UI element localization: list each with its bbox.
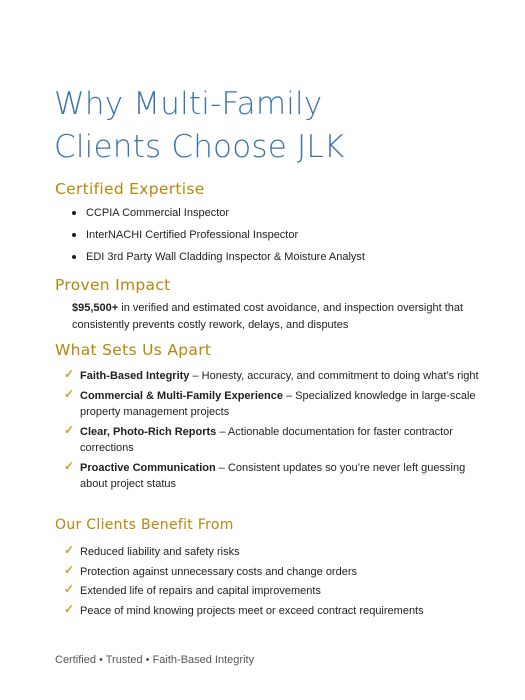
clients-benefit-list: [64, 544, 479, 622]
checkmark-icon: ✓: [64, 562, 75, 577]
list-item: [64, 368, 479, 384]
list-item: [64, 583, 479, 603]
checkmark-icon: ✓: [64, 543, 75, 557]
page-title: [54, 83, 344, 169]
page-title-line-2: Clients Choose JLK: [54, 129, 345, 165]
list-item: [72, 250, 365, 272]
list-item-text: – Honesty, accuracy, and commitment to doing what’s right: [189, 370, 479, 382]
checkmark-icon: ✓: [64, 459, 75, 473]
page-title-line-1: Why Multi-Family: [54, 86, 323, 122]
what-sets-us-apart-heading: What Sets Us Apart: [55, 341, 212, 359]
certified-expertise-list: [72, 206, 365, 272]
clients-benefit-heading: Our Clients Benefit From: [55, 517, 234, 533]
list-item-text: – Actionable documentation for faster contractor corrections: [80, 426, 453, 454]
checkmark-icon: ✓: [64, 601, 75, 616]
list-item-text: InterNACHI Certified Professional Inspector: [86, 229, 299, 241]
list-item: [64, 460, 479, 492]
certified-expertise-heading: Certified Expertise: [55, 180, 205, 198]
footer-tagline: Certified • Trusted • Faith-Based Integrity: [55, 654, 255, 666]
checkmark-icon: ✓: [64, 582, 75, 596]
list-item: [64, 544, 479, 564]
what-sets-us-apart-list: [64, 368, 479, 496]
bullet-icon: [72, 211, 76, 215]
list-item: [72, 206, 365, 228]
list-item-text: EDI 3rd Party Wall Cladding Inspector & Moisture Analyst: [86, 251, 365, 263]
list-item-bold: Proactive Communication: [80, 462, 216, 474]
checkmark-icon: ✓: [64, 367, 75, 381]
list-item-bold: Faith-Based Integrity: [80, 370, 190, 382]
list-item-text: – Specialized knowledge in large-scale property management projects: [80, 390, 476, 418]
list-item-text: – Consistent updates so you’re never left guessing about project status: [80, 462, 466, 490]
list-item-text: Protection against unnecessary costs and change orders: [80, 565, 357, 578]
list-item-text: Extended life of repairs and capital improvements: [80, 585, 321, 597]
proven-impact-heading: Proven Impact: [55, 276, 171, 294]
list-item-bold: Commercial & Multi-Family Experience: [80, 390, 283, 402]
impact-amount: $95,500+: [72, 302, 119, 314]
impact-text: in verified and estimated cost avoidance, and inspection oversight that consistently prevents costly rework, delays, and disputes: [72, 302, 464, 331]
list-item: [64, 603, 479, 623]
list-item-text: Peace of mind knowing projects meet or exceed contract requirements: [80, 604, 424, 617]
list-item: [64, 564, 479, 584]
list-item-text: Reduced liability and safety risks: [80, 546, 240, 558]
bullet-icon: [72, 233, 76, 237]
list-item: [64, 388, 479, 420]
list-item: [64, 424, 479, 456]
list-item: [72, 228, 365, 250]
checkmark-icon: ✓: [64, 387, 75, 401]
bullet-icon: [72, 255, 76, 259]
proven-impact-paragraph: [72, 300, 482, 334]
checkmark-icon: ✓: [64, 423, 75, 437]
list-item-bold: Clear, Photo-Rich Reports: [80, 426, 217, 438]
list-item-text: CCPIA Commercial Inspector: [86, 207, 230, 219]
